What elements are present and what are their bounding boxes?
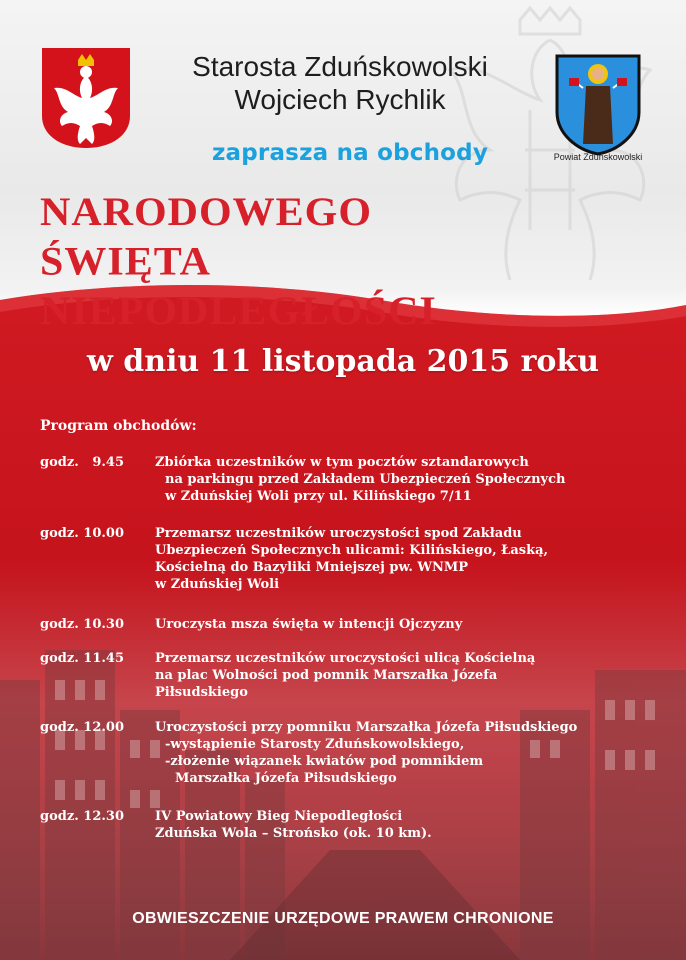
entry-time: godz. 12.30: [40, 809, 124, 824]
entry-line: w Zduńskiej Woli: [155, 577, 280, 592]
header-title: [140, 50, 540, 116]
polish-eagle-emblem-icon: [40, 46, 132, 150]
entry-line: Uroczystości przy pomniku Marszałka Józefa Piłsudskiego: [155, 720, 578, 735]
entry-line: -złożenie wiązanek kwiatów pod pomnikiem: [165, 754, 484, 769]
program-heading: Program obchodów:: [40, 418, 197, 434]
entry-line: -wystąpienie Starosty Zduńskowolskiego,: [165, 737, 465, 752]
program-entry: [40, 616, 462, 633]
event-title: [40, 188, 500, 336]
entry-description: [155, 719, 577, 787]
entry-line: na plac Wolności pod pomnik Marszałka Józefa: [155, 668, 498, 683]
program-entry: [40, 808, 432, 842]
event-title-line1: NARODOWEGO ŚWIĘTA: [40, 190, 373, 284]
entry-time: godz. 12.00: [40, 720, 124, 735]
program-entry: [40, 650, 535, 701]
entry-description: [155, 525, 548, 593]
entry-line: Przemarsz uczestników uroczystości ulicą Kościelną: [155, 651, 536, 666]
program-entry: [40, 454, 565, 505]
entry-line: Piłsudskiego: [155, 685, 248, 700]
event-title-line2: NIEPODLEGŁOŚCI: [40, 289, 437, 334]
invite-text: zaprasza na obchody: [211, 140, 489, 166]
entry-line: Zbiórka uczestników w tym pocztów sztandarowych: [155, 455, 529, 470]
entry-time: godz. 11.45: [40, 651, 124, 666]
event-date: w dniu 11 listopada 2015 roku: [86, 344, 600, 379]
entry-line: Ubezpieczeń Społecznych ulicami: Kilińskiego, Łaską,: [155, 543, 549, 558]
entry-line: Marszałka Józefa Piłsudskiego: [175, 771, 397, 786]
entry-line: Uroczysta msza święta w intencji Ojczyzny: [155, 617, 463, 632]
program-entry: [40, 525, 548, 593]
entry-time: godz. 10.30: [40, 617, 124, 632]
entry-line: Przemarsz uczestników uroczystości spod Zakładu: [155, 526, 522, 541]
organizer-title: Starosta Zduńskowolski: [192, 51, 488, 82]
legal-notice: OBWIESZCZENIE URZĘDOWE PRAWEM CHRONIONE: [132, 910, 554, 927]
entry-description: [155, 454, 565, 505]
organizer-name: Wojciech Rychlik: [234, 84, 446, 115]
entry-line: Zduńska Wola – Strońsko (ok. 10 km).: [155, 826, 432, 841]
entry-line: w Zduńskiej Woli przy ul. Kilińskiego 7/11: [165, 489, 472, 504]
entry-time: godz. 9.45: [40, 455, 124, 470]
crest-caption: Powiat Zduńskowolski: [553, 152, 643, 162]
entry-line: IV Powiatowy Bieg Niepodległości: [155, 809, 403, 824]
entry-time: godz. 10.00: [40, 526, 124, 541]
entry-line: Kościelną do Bazyliki Mniejszej pw. WNMP: [155, 560, 469, 575]
program-entry: [40, 719, 577, 787]
entry-description: [155, 650, 535, 701]
entry-line: na parkingu przed Zakładem Ubezpieczeń Społecznych: [165, 472, 566, 487]
county-coat-of-arms-icon: [553, 44, 643, 164]
entry-description: [155, 808, 432, 842]
entry-description: [155, 616, 462, 633]
